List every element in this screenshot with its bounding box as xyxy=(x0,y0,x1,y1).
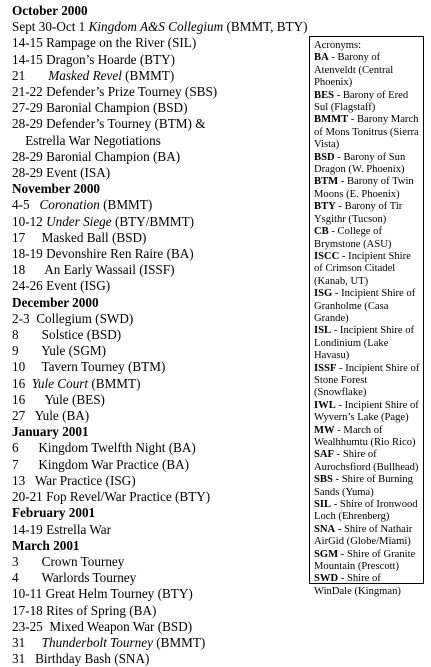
acronym-code: MW xyxy=(314,424,335,436)
acronym-entry xyxy=(314,573,421,598)
event-name: Estrella War Negotiations xyxy=(25,132,161,148)
event-name: Collegium xyxy=(36,310,92,326)
event-name: Kingdom A&S Collegium xyxy=(88,19,224,35)
event-name: Yule xyxy=(34,408,59,424)
event-name: Defender’s Prize Tourney xyxy=(46,84,182,100)
event-name: Great Helm Tourney xyxy=(45,586,155,602)
acronym-entry xyxy=(314,325,421,362)
event-host: (SGM) xyxy=(68,343,107,359)
event-date: 18 xyxy=(12,262,26,278)
month-heading: January 2001 xyxy=(12,424,89,440)
event-host: (ISSF) xyxy=(139,262,175,278)
event-host: (ISG) xyxy=(80,278,111,294)
event-date: 17 xyxy=(12,229,26,245)
acronym-entry xyxy=(314,363,421,400)
event-line xyxy=(12,457,312,473)
event-spacing xyxy=(12,133,25,148)
acronym-description: - Incipient Shire of Londinium (Lake Havasu) xyxy=(314,325,415,362)
acronym-description: - Shire of Burning Sands (Yuma) xyxy=(314,474,413,498)
event-date: 14-19 xyxy=(12,521,43,537)
event-date: 28-29 xyxy=(12,165,43,181)
event-line xyxy=(12,522,312,538)
acronym-description: - Barony of Sun Dragon (W. Phoenix) xyxy=(314,151,406,176)
event-host: (BTY) xyxy=(175,489,211,505)
event-host: (SIL) xyxy=(167,35,197,51)
acronym-entry xyxy=(314,251,421,288)
acronym-description: - College of Brymstone (ASU) xyxy=(314,226,392,250)
event-line xyxy=(12,133,312,149)
event-date: 31 xyxy=(12,651,26,667)
acronym-entry xyxy=(314,90,421,115)
event-line xyxy=(12,359,312,375)
event-date: 10-11 xyxy=(12,586,43,602)
event-line xyxy=(12,570,312,586)
acronym-entry xyxy=(314,499,421,524)
event-date: 8 xyxy=(12,327,19,343)
event-name: Masked Ball xyxy=(41,229,109,245)
event-line xyxy=(12,392,312,408)
event-line xyxy=(12,19,312,35)
event-host: (BSD) xyxy=(112,229,147,245)
event-date: 18-19 xyxy=(12,246,43,262)
acronym-description: - Incipient Shire of Crimson Citadel (Kanab, UT) xyxy=(314,250,411,287)
acronym-code: SBS xyxy=(314,474,333,486)
event-date: 20-21 xyxy=(12,489,43,505)
event-spacing xyxy=(25,230,41,245)
event-date: 21-22 xyxy=(12,84,43,100)
event-line xyxy=(12,408,312,424)
event-line xyxy=(12,214,312,230)
event-name: Kingdom War Practice xyxy=(38,456,159,472)
event-name: Solstice xyxy=(41,327,84,343)
event-line xyxy=(12,327,312,343)
event-spacing xyxy=(30,197,40,212)
event-host: (BMMT) xyxy=(125,67,175,83)
event-host: (ISA) xyxy=(80,165,111,181)
event-line xyxy=(12,278,312,294)
event-name: Tavern Tourney xyxy=(41,359,125,375)
acronym-entry xyxy=(314,176,421,201)
event-date: 28-29 xyxy=(12,116,43,132)
acronym-description: - Barony March of Mons Tonitrus (Sierra Vista) xyxy=(314,114,419,151)
event-calendar xyxy=(12,3,312,667)
event-host: (BTY) xyxy=(157,586,193,602)
event-spacing xyxy=(25,408,34,423)
event-date: 17-18 xyxy=(12,602,43,618)
acronyms-box xyxy=(309,36,424,597)
event-line xyxy=(12,68,312,84)
event-name: An Early Wassail xyxy=(44,262,136,278)
acronym-description: - March of Wealhhumtu (Rio Rico) xyxy=(314,424,416,448)
acronym-description: - Barony of Atenveldt (Central Phoenix) xyxy=(314,52,394,89)
event-name: War Practice xyxy=(34,472,103,488)
event-line xyxy=(12,230,312,246)
month-heading: October 2000 xyxy=(12,3,88,18)
event-date: 27 xyxy=(12,408,26,424)
event-date: Sept 30-Oct 1 xyxy=(12,19,86,35)
month-heading: February 2001 xyxy=(12,505,96,521)
event-line xyxy=(12,635,312,651)
event-host: (SNA) xyxy=(114,651,150,667)
event-date: 3 xyxy=(12,553,19,569)
event-line xyxy=(12,586,312,602)
acronym-entry xyxy=(314,226,421,251)
acronyms-title: Acronyms: xyxy=(314,40,362,51)
event-date: 10-12 xyxy=(12,213,43,229)
event-date: 24-26 xyxy=(12,278,43,294)
acronym-entry xyxy=(314,425,421,450)
acronym-description: - Shire of Ironwood Loch (Ehrenberg) xyxy=(314,499,418,523)
event-name: Baronial Champion xyxy=(46,100,150,116)
event-host: (BMMT) xyxy=(91,375,141,391)
event-name: Rites of Spring xyxy=(46,602,126,618)
acronym-entry xyxy=(314,400,421,425)
event-name: Masked Revel xyxy=(48,67,122,83)
event-spacing xyxy=(19,570,42,585)
event-date: 7 xyxy=(12,456,19,472)
event-host: (SBS) xyxy=(184,84,218,100)
event-name: Fop Revel/War Practice xyxy=(46,489,172,505)
event-name: Coronation xyxy=(39,197,100,213)
acronym-entry xyxy=(314,549,421,574)
acronym-code: ISCC xyxy=(314,250,340,262)
event-host: (ISG) xyxy=(105,472,136,488)
event-date: 27-29 xyxy=(12,100,43,116)
acronym-code: CB xyxy=(314,226,329,238)
event-host: (BA) xyxy=(153,148,181,164)
month-heading: December 2000 xyxy=(12,294,99,310)
acronym-description: - Barony of Twin Moons (E. Phoenix) xyxy=(314,176,414,200)
acronym-description: - Barony of Tir Ysgithr (Tucson) xyxy=(314,201,403,225)
event-date: 16 xyxy=(12,391,26,407)
event-name: Dragon’s Hoarde xyxy=(46,51,137,67)
event-date: 6 xyxy=(12,440,19,456)
event-line xyxy=(12,165,312,181)
acronym-code: SWD xyxy=(314,573,339,585)
acronym-code: SNA xyxy=(314,523,336,535)
event-line xyxy=(12,311,312,327)
event-host: (SWD) xyxy=(95,310,134,326)
event-host: (BMMT) xyxy=(156,634,206,650)
acronym-code: BTY xyxy=(314,201,336,213)
event-line xyxy=(12,35,312,51)
event-name: Crown Tourney xyxy=(41,553,125,569)
event-host: (BA) xyxy=(62,408,90,424)
event-name: Warlords Tourney xyxy=(41,570,137,586)
event-line xyxy=(12,52,312,68)
event-name: Rampage on the River xyxy=(46,35,165,51)
event-host: (BTY/BMMT) xyxy=(114,213,195,229)
event-date: 10 xyxy=(12,359,26,375)
event-line xyxy=(12,262,312,278)
event-date: 23-25 xyxy=(12,618,43,634)
acronyms-list xyxy=(314,52,421,598)
event-host: (BTY) xyxy=(139,51,175,67)
event-line xyxy=(12,554,312,570)
acronym-code: BA xyxy=(314,52,329,64)
acronym-code: SIL xyxy=(314,499,332,511)
event-host: (BMMT) xyxy=(103,197,153,213)
event-date: 9 xyxy=(12,343,19,359)
acronym-entry xyxy=(314,114,421,151)
event-line xyxy=(12,473,312,489)
event-host: (BTM) xyxy=(127,359,166,375)
event-date: 4 xyxy=(12,570,19,586)
event-date: 4-5 xyxy=(12,197,30,213)
event-name: Yule Court xyxy=(31,375,89,391)
event-line xyxy=(12,343,312,359)
event-host: (BSD) xyxy=(153,100,188,116)
event-spacing xyxy=(19,457,39,472)
acronym-code: SGM xyxy=(314,548,339,560)
event-spacing xyxy=(25,473,35,488)
event-date: 16 xyxy=(12,375,26,391)
event-name: Defender’s Tourney xyxy=(46,116,152,132)
event-name: Mixed Weapon War xyxy=(49,618,155,634)
event-spacing xyxy=(19,554,42,569)
event-line xyxy=(12,197,312,213)
event-spacing xyxy=(25,651,35,666)
event-host: (BA) xyxy=(129,602,157,618)
event-spacing xyxy=(25,635,41,650)
event-name: Devonshire Ren Raire xyxy=(46,246,164,262)
event-line xyxy=(12,116,312,132)
acronym-code: BSD xyxy=(314,151,335,163)
event-name: Birthday Bash xyxy=(35,651,111,667)
event-host: (BA) xyxy=(166,246,194,262)
event-line xyxy=(12,619,312,635)
acronym-description: - Shire of Nathair AirGid (Globe/Miami) xyxy=(314,523,413,548)
event-date: 21 xyxy=(12,67,26,83)
acronym-code: ISSF xyxy=(314,362,337,374)
event-name: Under Siege xyxy=(46,213,112,229)
acronym-entry xyxy=(314,524,421,549)
event-line xyxy=(12,603,312,619)
event-host: (BMMT, BTY) xyxy=(226,19,308,35)
acronym-code: BTM xyxy=(314,176,339,188)
event-line xyxy=(12,84,312,100)
acronym-code: BES xyxy=(314,89,335,101)
event-line xyxy=(12,440,312,456)
acronym-description: - Incipient Shire of Granholme (Casa Grande) xyxy=(314,288,416,324)
event-line xyxy=(12,376,312,392)
event-line xyxy=(12,100,312,116)
acronym-entry xyxy=(314,201,421,226)
event-name: Event xyxy=(46,165,77,181)
month-heading: March 2001 xyxy=(12,537,80,553)
acronym-code: IWL xyxy=(314,399,336,411)
month-heading: November 2000 xyxy=(12,181,101,197)
acronym-description: - Incipient Shire of Stone Forest (Snowflake) xyxy=(314,362,420,399)
event-name: Thunderbolt Tourney xyxy=(41,634,153,650)
event-line xyxy=(12,651,312,667)
acronym-description: - Incipient Shire of Wyvern’s Lake (Page) xyxy=(314,399,419,424)
event-spacing xyxy=(19,327,42,342)
event-name: Estrella War xyxy=(46,521,112,537)
acronym-code: ISL xyxy=(314,325,332,337)
event-spacing xyxy=(19,343,42,358)
acronym-entry xyxy=(314,152,421,177)
acronym-entry xyxy=(314,288,421,325)
event-host: (BA) xyxy=(168,440,196,456)
acronym-description: - Shire of Granite Mountain (Prescott) xyxy=(314,548,416,573)
acronym-entry xyxy=(314,449,421,474)
event-host: (BSD) xyxy=(157,618,193,634)
event-spacing xyxy=(19,440,39,455)
acronym-entry xyxy=(314,52,421,89)
event-date: 31 xyxy=(12,634,26,650)
event-spacing xyxy=(25,262,44,277)
event-name: Baronial Champion xyxy=(46,148,150,164)
event-spacing xyxy=(25,392,44,407)
event-name: Yule xyxy=(44,391,69,407)
event-host: (BA) xyxy=(161,456,190,472)
event-host: (BES) xyxy=(71,391,105,407)
event-line xyxy=(12,489,312,505)
event-date: 14-15 xyxy=(12,35,43,51)
event-name: Event xyxy=(46,278,77,294)
event-date: 13 xyxy=(12,472,26,488)
event-line xyxy=(12,149,312,165)
event-host: (BSD) xyxy=(86,327,122,343)
event-date: 2-3 xyxy=(12,310,30,326)
event-host: (BTM) & xyxy=(154,116,206,132)
event-name: Kingdom Twelfth Night xyxy=(38,440,166,456)
acronym-code: SAF xyxy=(314,449,335,461)
acronym-description: - Shire of Aurochsfiord (Bullhead) xyxy=(314,449,419,473)
event-spacing xyxy=(25,68,48,83)
event-line xyxy=(12,246,312,262)
event-date: 28-29 xyxy=(12,148,43,164)
acronym-description: - Barony of Ered Sul (Flagstaff) xyxy=(314,89,409,114)
acronym-code: BMMT xyxy=(314,114,349,126)
acronym-code: ISG xyxy=(314,288,333,300)
event-date: 14-15 xyxy=(12,51,43,67)
acronym-description: - Shire of WinDale (Kingman) xyxy=(314,573,401,597)
acronym-entry xyxy=(314,474,421,499)
event-spacing xyxy=(25,359,41,374)
event-spacing xyxy=(25,376,32,391)
event-name: Yule xyxy=(41,343,66,359)
